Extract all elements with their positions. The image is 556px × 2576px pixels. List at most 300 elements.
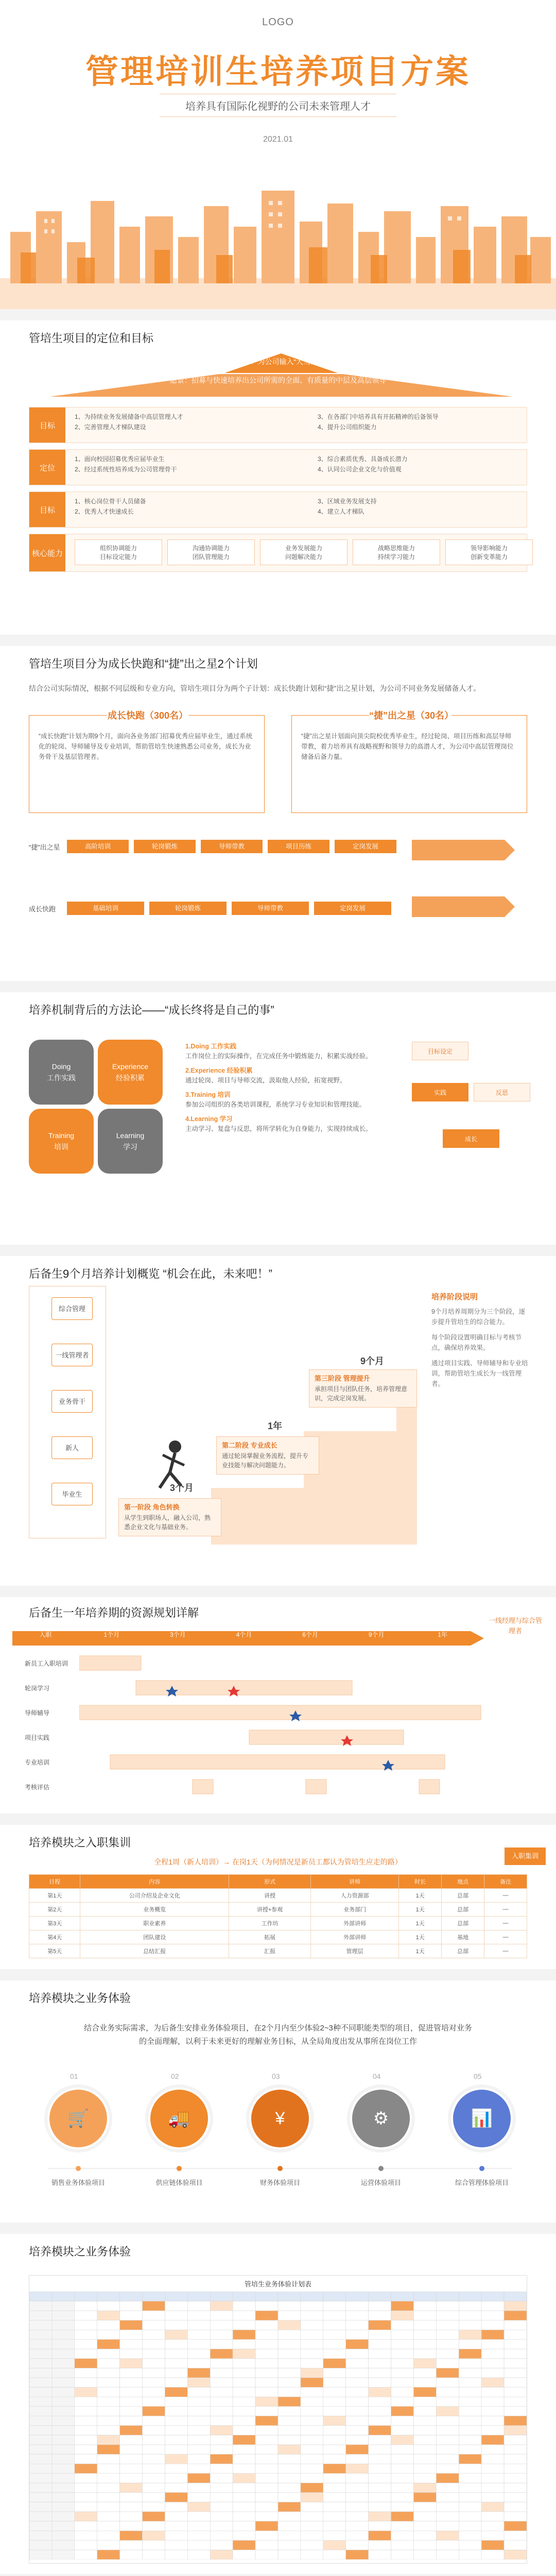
sheet-cell [52, 2397, 75, 2406]
sheet-cell [165, 2397, 187, 2406]
coin-icon: ¥ [251, 2090, 309, 2147]
sheet-cell [391, 2301, 414, 2311]
sheet-cell [301, 2521, 323, 2531]
sheet-cell [504, 2521, 527, 2531]
row-label: 专业培训 [25, 1759, 50, 1766]
sheet-cell [75, 2406, 97, 2416]
ladder-level: 一线管理者 [51, 1344, 93, 1366]
sheet-cell [52, 2521, 75, 2531]
sheet-cell [120, 2292, 143, 2301]
method-list [185, 1042, 391, 1139]
sheet-cell [413, 2320, 436, 2330]
sheet-cell [481, 2531, 504, 2540]
sheet-cell [301, 2426, 323, 2435]
sheet-cell [301, 2512, 323, 2521]
sheet-cell [369, 2406, 391, 2416]
sheet-cell [29, 2387, 52, 2397]
sheet-cell [504, 2406, 527, 2416]
sheet-cell [346, 2473, 369, 2483]
sheet-cell [301, 2454, 323, 2464]
sheet-cell [459, 2311, 481, 2320]
sheet-cell [75, 2301, 97, 2311]
sheet-cell [504, 2330, 527, 2340]
sheet-cell [143, 2368, 165, 2378]
sheet-cell [346, 2550, 369, 2560]
sheet-cell [120, 2349, 143, 2359]
row-text: 3、综合素质优秀、具备成长潜力 [318, 455, 408, 463]
sheet-cell [255, 2292, 278, 2301]
sheet-cell [323, 2512, 346, 2521]
plan-text: “捷”出之星计划面向顶尖院校优秀毕业生，经过轮岗、项目历练和高层导师带教，着力培养具有战略视野和领导力的高潜人才，为公司中高层管理岗位储备后备力量。 [301, 733, 514, 760]
sheet-cell [165, 2406, 187, 2416]
sheet-cell [120, 2435, 143, 2445]
sheet-cell [120, 2473, 143, 2483]
sheet-cell [29, 2531, 52, 2540]
timeline-dot [76, 2166, 81, 2171]
side-note: 一线经理与综合管理者 [488, 1617, 542, 1635]
sheet-cell [436, 2426, 459, 2435]
sheet-cell [459, 2540, 481, 2550]
sheet-cell [29, 2311, 52, 2320]
sheet-cell [278, 2378, 301, 2387]
sheet-cell [346, 2540, 369, 2550]
table-header-row: 日程 内容 形式 讲师 时长 地点 备注 [29, 1875, 527, 1889]
section-divider [0, 309, 556, 320]
sheet-cell [233, 2435, 255, 2445]
row-head: 核心能力 [29, 534, 65, 571]
sheet-cell [436, 2445, 459, 2454]
sheet-cell [301, 2349, 323, 2359]
sheet-cell [210, 2406, 233, 2416]
sheet-cell [301, 2292, 323, 2301]
sheet-cell [187, 2330, 210, 2340]
sheet-cell [436, 2531, 459, 2540]
sheet-cell [278, 2464, 301, 2473]
sheet-cell [278, 2445, 301, 2454]
sheet-cell [459, 2454, 481, 2464]
sheet-cell [255, 2397, 278, 2406]
sheet-cell [369, 2540, 391, 2550]
section-title: 培养机制背后的方法论——“成长终将是自己的事” [29, 1004, 274, 1016]
sheet-cell [165, 2349, 187, 2359]
sheet-cell [278, 2426, 301, 2435]
slide-two-plans [0, 646, 556, 981]
item-number: 02 [171, 2072, 179, 2080]
sheet-cell [278, 2454, 301, 2464]
sheet-cell [75, 2550, 97, 2560]
sheet-cell [436, 2349, 459, 2359]
sheet-cell [346, 2531, 369, 2540]
sheet-cell [278, 2435, 301, 2445]
sheet-cell [52, 2435, 75, 2445]
sheet-cell [436, 2473, 459, 2483]
sheet-cell [278, 2512, 301, 2521]
sheet-cell [391, 2445, 414, 2454]
sheet-cell [233, 2473, 255, 2483]
sheet-cell [369, 2426, 391, 2435]
sheet-cell [459, 2473, 481, 2483]
sheet-cell [187, 2445, 210, 2454]
sheet-cell [52, 2378, 75, 2387]
sheet-cell [255, 2521, 278, 2531]
sheet-cell [323, 2368, 346, 2378]
row-label: 轮岗学习 [25, 1685, 50, 1692]
sheet-cell [301, 2301, 323, 2311]
section-title: 管培生项目分为成长快跑和“捷”出之星2个计划 [29, 657, 258, 670]
sheet-cell [97, 2349, 120, 2359]
sheet-cell [255, 2426, 278, 2435]
cover-slide [0, 0, 556, 309]
sheet-cell [278, 2550, 301, 2560]
sheet-cell [97, 2521, 120, 2531]
cover-title: 管理培训生培养项目方案 [85, 53, 471, 91]
section-divider [0, 1814, 556, 1825]
sheet-cell [436, 2397, 459, 2406]
gear-icon: ⚙ [352, 2090, 410, 2147]
sheet-cell [143, 2531, 165, 2540]
row-text: 3、区域业务发展支持 [318, 498, 377, 505]
sheet-cell [369, 2292, 391, 2301]
sheet-cell [504, 2320, 527, 2330]
sheet-cell [391, 2387, 414, 2397]
sheet-cell [391, 2512, 414, 2521]
sheet-cell [75, 2521, 97, 2531]
sheet-cell [391, 2311, 414, 2320]
section-divider [0, 1586, 556, 1597]
sheet-cell [369, 2521, 391, 2531]
sheet-cell [436, 2311, 459, 2320]
sheet-cell [233, 2349, 255, 2359]
sheet-cell [97, 2512, 120, 2521]
sheet-cell [97, 2320, 120, 2330]
sheet-cell [346, 2416, 369, 2426]
quadrant-training: Training 培训 [29, 1109, 94, 1174]
sheet-cell [413, 2502, 436, 2512]
sheet-cell [346, 2349, 369, 2359]
sheet-cell [481, 2435, 504, 2445]
quadrant-doing: Doing 工作实践 [29, 1040, 94, 1105]
row-head: 目标 [29, 492, 65, 527]
sheet-cell [436, 2320, 459, 2330]
sheet-cell [301, 2502, 323, 2512]
table-row: 第3天 职业素养 工作坊 外部讲师 1天 总部 — [29, 1917, 527, 1930]
sheet-cell [301, 2540, 323, 2550]
sheet-cell [75, 2493, 97, 2502]
sheet-cell [301, 2473, 323, 2483]
sheet-cell [233, 2397, 255, 2406]
sheet-cell [143, 2292, 165, 2301]
stage-bar: 高阶培训 [67, 840, 129, 853]
sheet-cell [120, 2397, 143, 2406]
sheet-cell [413, 2340, 436, 2349]
sheet-cell [346, 2454, 369, 2464]
sheet-cell [436, 2387, 459, 2397]
sheet-cell [120, 2359, 143, 2368]
section-title: 培养模块之业务体验 [29, 1992, 131, 2005]
sheet-cell [165, 2483, 187, 2493]
sheet-cell [391, 2368, 414, 2378]
sheet-cell [187, 2521, 210, 2531]
sheet-cell [29, 2540, 52, 2550]
sheet-cell [120, 2368, 143, 2378]
sheet-cell [346, 2340, 369, 2349]
sheet-cell [233, 2445, 255, 2454]
sheet-cell [52, 2359, 75, 2368]
sheet-cell [165, 2368, 187, 2378]
sheet-cell [301, 2464, 323, 2473]
sheet-cell [75, 2426, 97, 2435]
sheet-cell [52, 2493, 75, 2502]
sheet-cell [187, 2397, 210, 2406]
sheet-cell [369, 2320, 391, 2330]
sheet-cell [369, 2473, 391, 2483]
sheet-cell [323, 2426, 346, 2435]
sheet-cell [52, 2320, 75, 2330]
slide-experience-sheet [0, 2234, 556, 2574]
sheet-cell [120, 2502, 143, 2512]
sheet-cell [301, 2387, 323, 2397]
sheet-cell [301, 2493, 323, 2502]
sheet-cell [187, 2512, 210, 2521]
sheet-cell [255, 2473, 278, 2483]
sheet-cell [233, 2531, 255, 2540]
spreadsheet [29, 2275, 527, 2564]
sheet-cell [120, 2406, 143, 2416]
quadrant-learning: Learning 学习 [98, 1109, 163, 1174]
sheet-cell [301, 2397, 323, 2406]
sheet-cell [413, 2540, 436, 2550]
sheet-cell [75, 2483, 97, 2493]
sheet-cell [52, 2512, 75, 2521]
sheet-cell [278, 2387, 301, 2397]
sheet-cell [97, 2387, 120, 2397]
sheet-cell [52, 2416, 75, 2426]
sheet-cell [143, 2301, 165, 2311]
sheet-cell [233, 2464, 255, 2473]
sheet-cell [413, 2531, 436, 2540]
sheet-cell [187, 2311, 210, 2320]
sheet-cell [143, 2502, 165, 2512]
sheet-cell [143, 2435, 165, 2445]
cart-icon: 🛒 [49, 2090, 107, 2147]
sheet-cell [301, 2445, 323, 2454]
sheet-cell [29, 2349, 52, 2359]
sheet-cell [278, 2406, 301, 2416]
sheet-cell [301, 2368, 323, 2378]
sheet-cell [120, 2416, 143, 2426]
sheet-cell [255, 2464, 278, 2473]
row-text: 1、为持续业务发展储备中高层管理人才 [75, 413, 183, 420]
sheet-cell [233, 2311, 255, 2320]
plan-box-growth [29, 710, 265, 813]
stage-bar: 定岗发展 [335, 840, 396, 853]
sheet-cell [369, 2387, 391, 2397]
sheet-cell [210, 2435, 233, 2445]
sheet-cell [504, 2301, 527, 2311]
sheet-cell [481, 2368, 504, 2378]
sheet-cell [278, 2320, 301, 2330]
sheet-cell [301, 2483, 323, 2493]
sheet-cell [504, 2502, 527, 2512]
sheet-cell [255, 2493, 278, 2502]
sheet-cell [97, 2292, 120, 2301]
sheet-cell [436, 2378, 459, 2387]
sheet-cell [210, 2426, 233, 2435]
onboarding-table [29, 1874, 527, 1958]
sheet-cell [187, 2359, 210, 2368]
sheet-cell [346, 2397, 369, 2406]
stage-bar: 导师带教 [232, 902, 309, 915]
sheet-cell [210, 2454, 233, 2464]
sheet-cell [143, 2416, 165, 2426]
section-title: 后备生9个月培养计划概览 “机会在此，未来吧！” [29, 1267, 273, 1280]
sheet-cell [187, 2464, 210, 2473]
sheet-cell [233, 2406, 255, 2416]
sheet-cell [97, 2359, 120, 2368]
sheet-cell [210, 2349, 233, 2359]
sheet-cell [210, 2292, 233, 2301]
sheet-cell [75, 2531, 97, 2540]
module-tag: 入职集训 [505, 1848, 546, 1865]
sheet-cell [459, 2359, 481, 2368]
sheet-cell [210, 2473, 233, 2483]
sheet-cell [233, 2416, 255, 2426]
flow-box: 反思 [474, 1083, 530, 1101]
sheet-cell [29, 2359, 52, 2368]
slide-business-experience [0, 1980, 556, 2223]
sheet-cell [278, 2493, 301, 2502]
track-label: 成长快跑 [29, 905, 56, 913]
plan-box-star [291, 710, 527, 813]
sheet-cell [459, 2512, 481, 2521]
sheet-cell [481, 2473, 504, 2483]
sheet-cell [346, 2378, 369, 2387]
sheet-cell [233, 2502, 255, 2512]
flow-box: 实践 [412, 1083, 468, 1101]
sheet-cell [391, 2416, 414, 2426]
ladder-level: 新人 [51, 1436, 93, 1459]
sheet-cell [278, 2502, 301, 2512]
ladder-level: 业务骨干 [51, 1390, 93, 1413]
sheet-cell [413, 2311, 436, 2320]
city-skyline-illustration [0, 155, 556, 309]
sheet-cell [504, 2473, 527, 2483]
sheet-cell [120, 2387, 143, 2397]
sheet-cell [29, 2340, 52, 2349]
sheet-cell [436, 2416, 459, 2426]
section-title: 培养模块之业务体验 [29, 2245, 131, 2258]
sheet-cell [346, 2368, 369, 2378]
sheet-cell [436, 2359, 459, 2368]
sheet-cell [29, 2320, 52, 2330]
sheet-cell [504, 2340, 527, 2349]
sheet-cell [75, 2454, 97, 2464]
sheet-cell [52, 2426, 75, 2435]
sheet-cell [143, 2512, 165, 2521]
sheet-cell [120, 2378, 143, 2387]
sheet-cell [504, 2359, 527, 2368]
sheet-cell [187, 2320, 210, 2330]
sheet-cell [323, 2359, 346, 2368]
sheet-cell [52, 2340, 75, 2349]
sheet-cell [504, 2493, 527, 2502]
sheet-cell [210, 2397, 233, 2406]
timeline-months: 入职 1个月 3个月 4个月 6个月 9个月 1年 [39, 1631, 448, 1638]
sheet-cell [255, 2435, 278, 2445]
sheet-cell [52, 2540, 75, 2550]
sheet-cell [29, 2292, 52, 2301]
sheet-cell [187, 2406, 210, 2416]
slide-positioning-goals [0, 320, 556, 635]
sheet-cell [143, 2311, 165, 2320]
sheet-cell [165, 2502, 187, 2512]
sheet-cell [233, 2378, 255, 2387]
sheet-cell [391, 2320, 414, 2330]
sheet-cell [143, 2521, 165, 2531]
capability-card: 领导影响能力 创新变革能力 [445, 539, 533, 565]
stage-note: 培养阶段说明 9个月培养周期分为三个阶段，逐步提升管培生的综合能力。 每个阶段设置明确目标与考核节点，确保培养效果。 通过项目实践、导师辅导和专业培训，帮助管培生成长为一线管理者。 [431, 1293, 528, 1387]
sheet-cell [459, 2301, 481, 2311]
section-divider [0, 981, 556, 992]
sheet-cell [369, 2493, 391, 2502]
row-head: 目标 [29, 408, 65, 443]
stage-bar: 定岗发展 [314, 902, 391, 915]
flow-box: 目标设定 [412, 1042, 468, 1060]
sheet-cell [120, 2320, 143, 2330]
sheet-cell [481, 2330, 504, 2340]
capability-card: 业务发展能力 问题解决能力 [260, 539, 348, 565]
sheet-cell [436, 2464, 459, 2473]
sheet-cell [369, 2330, 391, 2340]
sheet-cell [481, 2416, 504, 2426]
truck-icon: 🚚 [150, 2090, 208, 2147]
method-item: 2.Experience 经验积累 通过轮岗、项目与导师交流，汲取他人经验，拓宽视野。 [185, 1067, 346, 1084]
sheet-cell [75, 2416, 97, 2426]
sheet-cell [346, 2406, 369, 2416]
resource-bars [79, 1654, 486, 1803]
sheet-cell [323, 2397, 346, 2406]
sheet-cell [255, 2378, 278, 2387]
row-text: 1、核心岗位骨干人员储备 [75, 498, 146, 505]
sheet-cell [369, 2454, 391, 2464]
sheet-cell [233, 2330, 255, 2340]
sheet-cell [504, 2292, 527, 2301]
sheet-cell [52, 2368, 75, 2378]
sheet-cell [301, 2435, 323, 2445]
sheet-cell [97, 2483, 120, 2493]
sheet-cell [346, 2359, 369, 2368]
positioning-row [29, 449, 527, 485]
sheet-cell [187, 2426, 210, 2435]
sheet-cell [143, 2464, 165, 2473]
sheet-cell [459, 2340, 481, 2349]
sheet-cell [481, 2550, 504, 2560]
sheet-cell [369, 2464, 391, 2473]
item-label: 销售业务体验项目 [51, 2179, 105, 2187]
sheet-cell [187, 2301, 210, 2311]
row-head: 定位 [29, 450, 65, 485]
target-row [29, 492, 527, 528]
sheet-cell [323, 2416, 346, 2426]
sheet-cell [504, 2454, 527, 2464]
sheet-cell [29, 2454, 52, 2464]
sheet-cell [187, 2473, 210, 2483]
sheet-cell [369, 2445, 391, 2454]
sheet-cell [52, 2406, 75, 2416]
sheet-cell [391, 2340, 414, 2349]
sheet-cell [187, 2483, 210, 2493]
sheet-cell [459, 2330, 481, 2340]
